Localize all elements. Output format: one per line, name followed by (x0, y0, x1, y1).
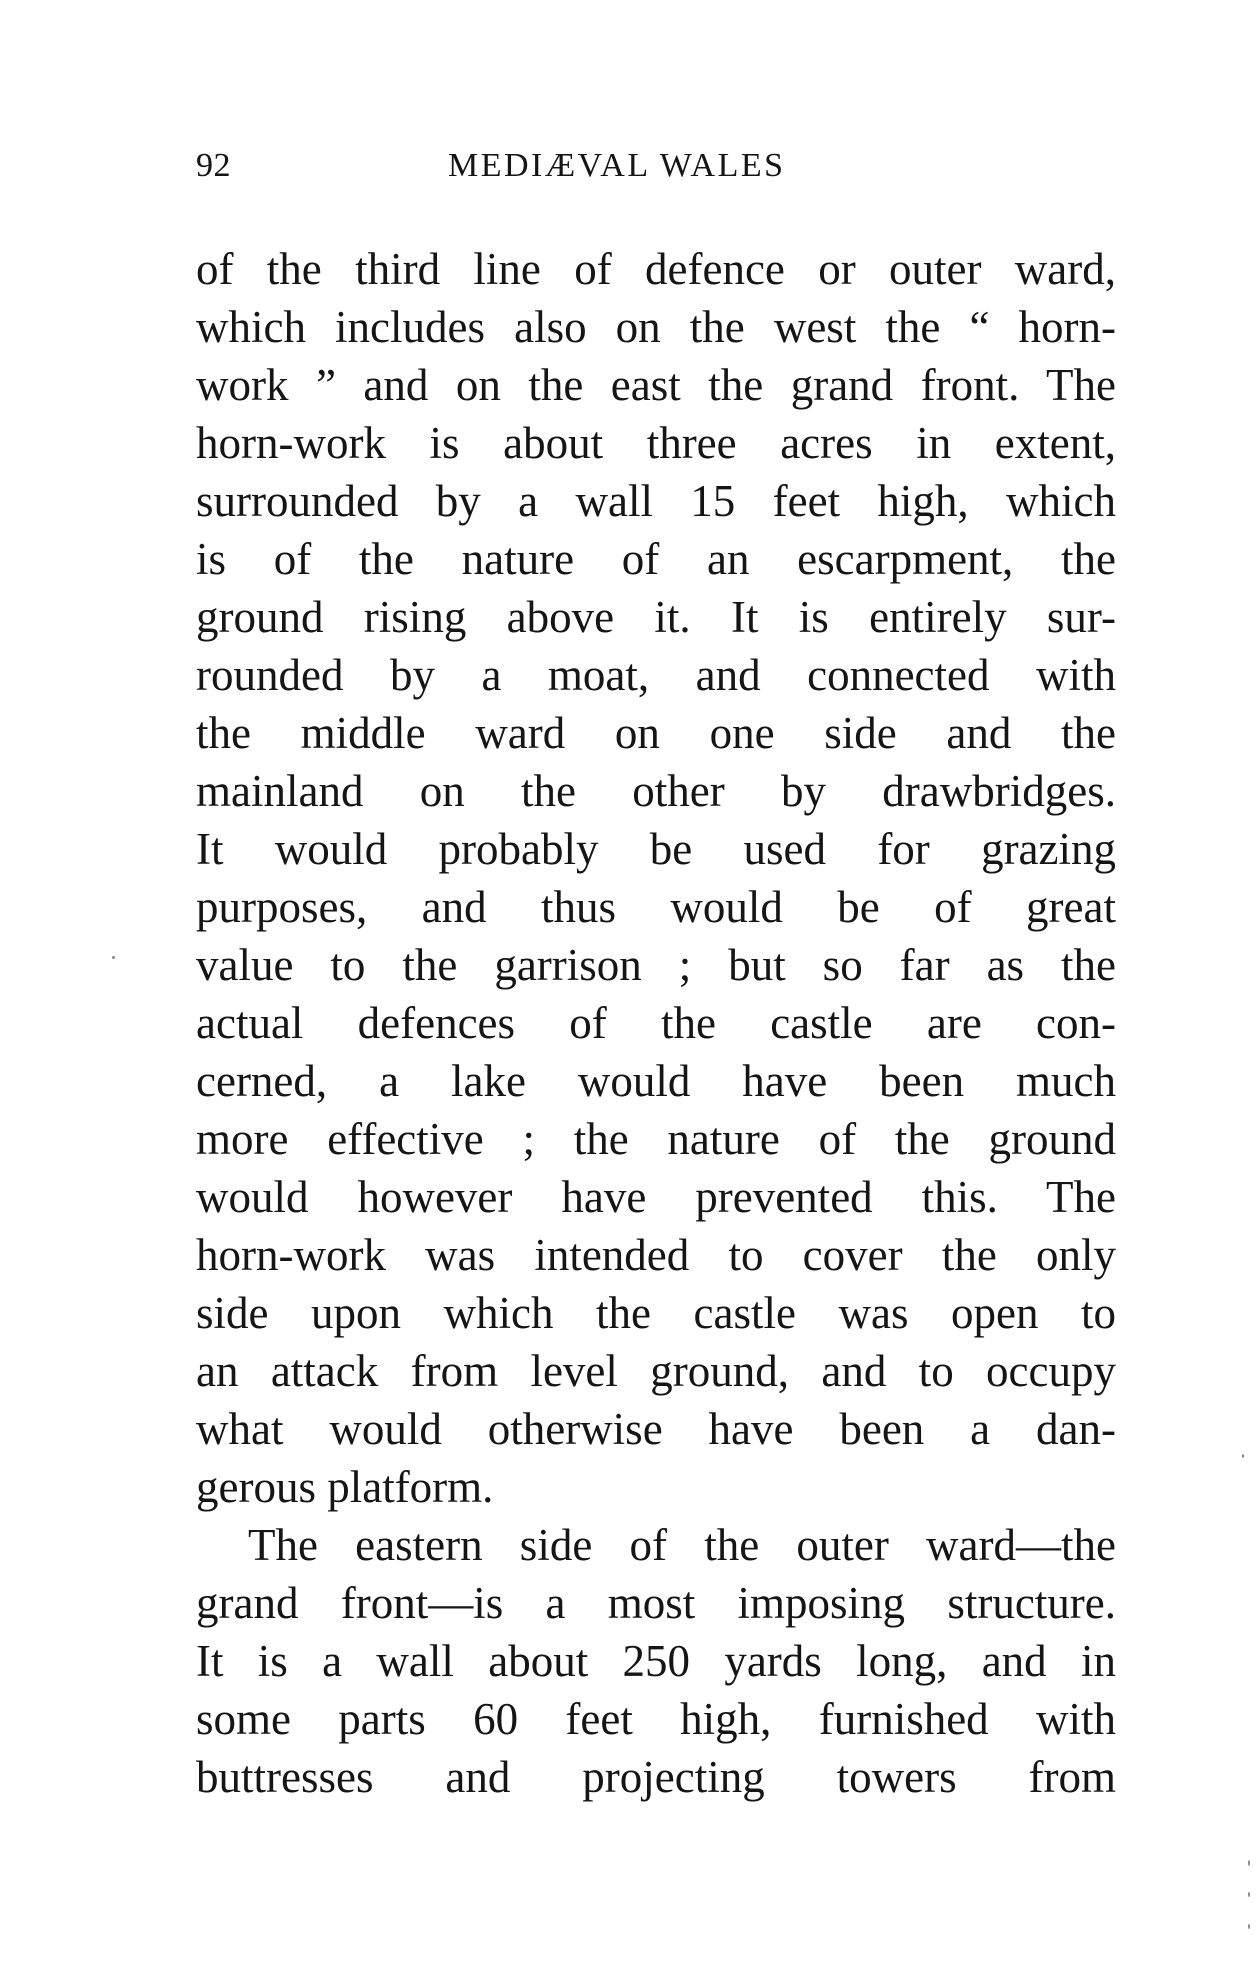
text-line: It would probably be used for grazing (196, 824, 1116, 874)
text-line: which includes also on the west the “ horn- (196, 302, 1116, 352)
scan-speck (1248, 1924, 1250, 1929)
text-line: the middle ward on one side and the (196, 708, 1116, 758)
scan-speck (1248, 1892, 1250, 1897)
paragraph-end-line: gerous platform. (196, 1462, 494, 1512)
scan-speck (1242, 1454, 1244, 1458)
text-line: work ” and on the east the grand front. The (196, 360, 1116, 410)
text-line: cerned, a lake would have been much (196, 1056, 1116, 1106)
text-line: is of the nature of an escarpment, the (196, 534, 1116, 584)
text-line: purposes, and thus would be of great (196, 882, 1116, 932)
text-line: an attack from level ground, and to occupy (196, 1346, 1116, 1396)
text-line: mainland on the other by drawbridges. (196, 766, 1116, 816)
text-line: more effective ; the nature of the ground (196, 1114, 1116, 1164)
paragraph-start-line: The eastern side of the outer ward—the (248, 1520, 1116, 1570)
text-line: actual defences of the castle are con- (196, 998, 1116, 1048)
running-title: MEDIÆVAL WALES (448, 147, 786, 184)
text-line: of the third line of defence or outer ward, (196, 244, 1116, 294)
text-line: some parts 60 feet high, furnished with (196, 1694, 1116, 1744)
text-line: horn-work is about three acres in extent, (196, 418, 1116, 468)
text-line: horn-work was intended to cover the only (196, 1230, 1116, 1280)
text-line: would however have prevented this. The (196, 1172, 1116, 1222)
text-line: rounded by a moat, and connected with (196, 650, 1116, 700)
text-line: surrounded by a wall 15 feet high, which (196, 476, 1116, 526)
text-line: value to the garrison ; but so far as the (196, 940, 1116, 990)
text-line: side upon which the castle was open to (196, 1288, 1116, 1338)
text-line: ground rising above it. It is entirely sur- (196, 592, 1116, 642)
text-line: It is a wall about 250 yards long, and in (196, 1636, 1116, 1686)
text-line: what would otherwise have been a dan- (196, 1404, 1116, 1454)
page-header (196, 146, 1116, 206)
text-line: grand front—is a most imposing structure. (196, 1578, 1116, 1628)
page-number: 92 (196, 147, 231, 184)
body-text (196, 240, 1116, 1806)
scan-speck (112, 956, 115, 959)
scan-speck (1248, 1860, 1250, 1866)
text-line: buttresses and projecting towers from (196, 1752, 1116, 1802)
